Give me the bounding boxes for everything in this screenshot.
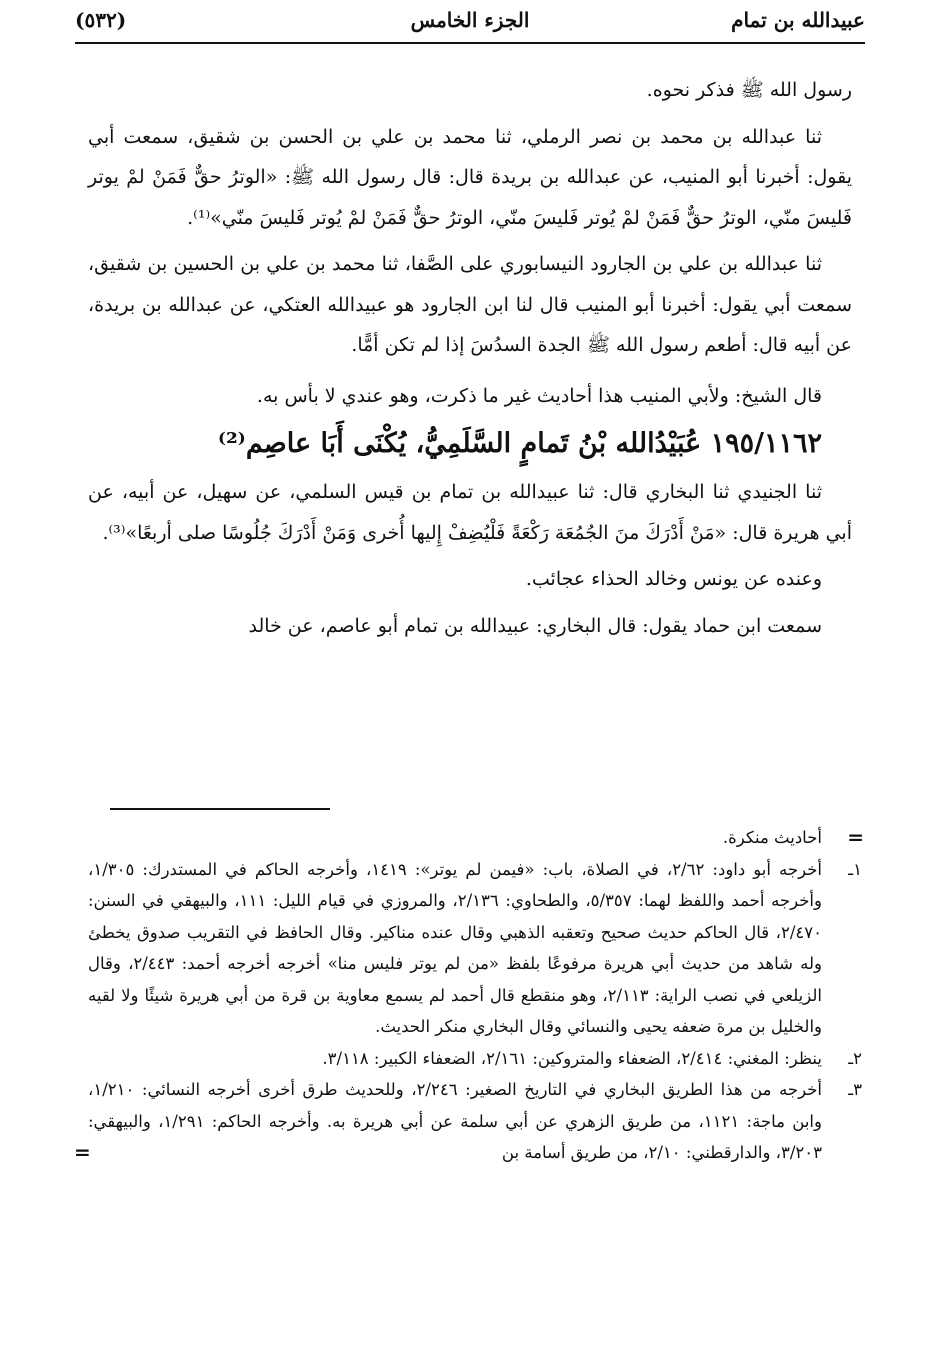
- running-volume-title: الجزء الخامس: [410, 8, 530, 32]
- paragraph: قال الشيخ: ولأبي المنيب هذا أحاديث غير ما ذكرت، وهو عندي لا بأس به.: [256, 384, 822, 407]
- paragraph: سمعت ابن حماد يقول: قال البخاري: عبيدالله بن تمام أبو عاصم، عن خالد: [248, 614, 822, 637]
- main-text: [88, 70, 852, 652]
- footnote-text: أخرجه أبو داود: ٢/٦٢، في الصلاة، باب: «فيمن لم يوتر»: ١٤١٩، وأخرجه الحاكم في المستدرك: ١/٣٠٥، وأخرجه أحمد واللفظ لهما: ٥/٣٥٧، والطحاوي: ٢/١٣٦، والمروزي في قيام الليل: ١١١، والبيهقي في السنن: ٢/٤٧٠، قال الحاكم حديث صحيح وتعقبه الذهبي وقال عنده مناكير. وقال الحافظ في التقريب صدوق يخطئ وله شاهد من حديث أبي هريرة مرفوعًا بلفظ «من لم يوتر فليس منا» أخرجه أخرجه أحمد: ٢/٤٤٣، وقال الزيلعي في نصب الراية: ٢/١١٣، وهو منقطع قال أحمد لم يسمع معاوية بن قرة من أبي هريرة شيئًا ولا لقيه والخليل بن مرة ضعفه يحيى والنسائي وقال البخاري منكر الحديث.: [88, 859, 822, 1036]
- continuation-mark: =: [847, 825, 864, 849]
- paragraph: ثنا عبدالله بن محمد بن نصر الرملي، ثنا محمد بن علي بن الحسن بن شقيق، سمعت أبي يقول: أخبرنا أبو المنيب، عن عبدالله بن بريدة قال: قال رسول الله ﷺ: «الوترُ حقٌّ فَمَنْ لمْ يوتر فَليسَ منّي، الوترُ حقٌّ فَمَنْ لمْ يُوتر فَليسَ منّي، الوترُ حقٌّ فَمَنْ لمْ يُوتر فَليسَ منّي»⁽¹⁾.: [88, 125, 852, 229]
- footnote: [88, 1043, 862, 1075]
- footnote-text: أخرجه من هذا الطريق البخاري في التاريخ الصغير: ٢/٢٤٦، وللحديث طرق أخرى أخرجه النسائي: ١/٢١٠، وابن ماجة: ١١٢١، من طريق الزهري عن أبي سلمة عن أبي هريرة به. وأخرجه الحاكم: ١/٢٩١، والبيهقي: ٣/٢٠٣، والدارقطني: ٢/١٠، من طريق أسامة بن: [88, 1080, 823, 1162]
- footnote: [88, 854, 862, 1043]
- page-number: (٥٣٢): [75, 8, 127, 32]
- entry-heading: ١٩٥/١١٦٢ عُبَيْدُالله بْنُ تَمامٍ السَّلَمِيُّ، يُكْنَى أَبَا عاصِم⁽²⁾: [217, 428, 822, 459]
- footnote-number: ١ـ: [848, 859, 862, 879]
- running-section-title: عبيدالله بن تمام: [731, 8, 865, 32]
- paragraph: ثنا عبدالله بن علي بن الجارود النيسابوري على الصَّفا، ثنا محمد بن علي بن الحسين بن شقيق، سمعت أبي يقول: أخبرنا أبو المنيب قال لنا ابن الجارود هو عبيدالله العتكي، عن عبدالله بن بريدة، عن أبيه قال: أطعم رسول الله ﷺ الجدة السدُسَ إذا لم تكن أمًّا.: [88, 253, 852, 356]
- paragraph: وعنده عن يونس وخالد الحذاء عجائب.: [525, 568, 822, 590]
- continuation-end-mark: =: [74, 1140, 91, 1164]
- paragraph: رسول الله ﷺ فذكر نحوه.: [646, 79, 852, 101]
- footnote-number: ٣ـ: [848, 1080, 862, 1099]
- footnotes: [74, 822, 864, 1169]
- paragraph: ثنا الجنيدي ثنا البخاري قال: ثنا عبيدالله بن تمام بن قيس السلمي، عن سهيل، عن أبيه، عن أبي هريرة قال: «مَنْ أَدْرَكَ منَ الجُمُعَة رَكْعَةً فَلْيُضِفْ إِليها أُخرى وَمَنْ أَدْرَكَ جُلُوسًا صلى أربعًا»⁽³⁾.: [88, 481, 852, 544]
- footnote: [74, 1074, 862, 1169]
- header-rule: [75, 42, 865, 44]
- footnote-separator: [110, 808, 330, 810]
- footnote-continuation: [88, 822, 862, 854]
- footnote-number: ٢ـ: [848, 1048, 862, 1068]
- page-header: [75, 4, 865, 36]
- footnote-text: أحاديث منكرة.: [722, 828, 822, 847]
- footnote-text: ينظر: المغني: ٢/٤١٤، الضعفاء والمتروكين: ٢/١٦١، الضعفاء الكبير: ٣/١١٨.: [322, 1048, 822, 1068]
